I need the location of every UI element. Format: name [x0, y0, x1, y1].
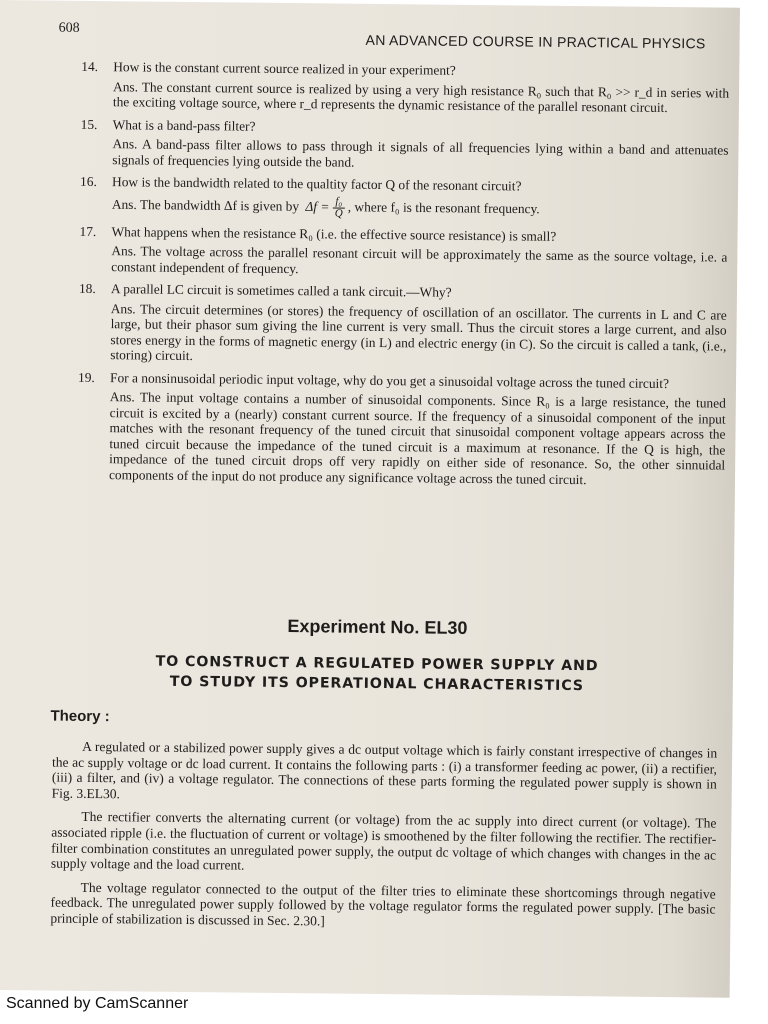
question-number: 18.	[78, 280, 96, 297]
question-text: What is a band-pass filter?	[112, 116, 256, 134]
question-text: How is the constant current source realized in your experiment?	[113, 59, 456, 78]
question-number: 14.	[81, 58, 99, 75]
question-text: For a nonsinusoidal periodic input voltage, why do you get a sinusoidal voltage across the tuned circuit?	[109, 369, 670, 391]
answer-text	[112, 194, 728, 223]
answer-text: Ans. A band-pass filter allows to pass through it signals of all frequencies lying within a band and attenuates signals of frequencies lying outside the band.	[112, 136, 729, 170]
scanner-watermark: Scanned by CamScanner	[6, 995, 189, 1012]
answer-text: Ans. The input voltage contains a number of sinusoidal components. Since R₀ is a large resistance, the tuned circuit is excited by a (nearly) constant current source. If the frequency of a sinusoidal component of the input matches with the resonant frequency of the tuned circuit that sinusoidal component voltage appears across the tuned circuit because the impedance of the tuned circuit is a maximum at resonance. If the Q is high, the impedance of the tuned circuit drops off very rapidly on either side of resonance. So, the other sinnuidal components of the input do not produce any significance voltage across the tuned circuit.	[108, 389, 726, 487]
formula-numerator: f₀	[333, 196, 345, 208]
theory-paragraph: The rectifier converts the alternating current (or voltage) from the ac supply into direct current (or voltage). The associated ripple (i.e. the fluctuation of current or voltage) is smoothened by the filter following the rectifier. The rectifier-filter combination constitutes an unregulated power supply, the output dc voltage of which changes with changes in the ac supply voltage and the load current.	[50, 809, 717, 873]
answer-lead: Ans. The bandwidth Δf is given by	[111, 196, 300, 214]
question-number: 15.	[80, 116, 98, 132]
question-text: What happens when the resistance R₀ (i.e. the effective source resistance) is small?	[111, 223, 557, 244]
answer-text: Ans. The voltage across the parallel resonant circuit will be approximately the same as the source voltage, i.e. a constant independent of frequency.	[111, 243, 728, 276]
formula-lhs: Δf =	[305, 198, 330, 214]
qa-item-14	[81, 59, 729, 116]
qa-item-15	[80, 116, 728, 173]
formula-denominator: Q	[334, 207, 343, 220]
answer-text: Ans. The constant current source is realized by using a very high resistance R₀ such that R₀ >> r_d in series with the exciting voltage source, where r_d represents the dynamic resistance of the parallel resonant circuit.	[112, 78, 730, 115]
theory-heading: Theory :	[50, 707, 110, 726]
running-head: AN ADVANCED COURSE IN PRACTICAL PHYSICS	[365, 31, 706, 52]
qa-item-16	[80, 174, 728, 223]
theory-paragraph: The voltage regulator connected to the output of the filter tries to eliminate these shortcomings through negative feedback. The unregulated power supply followed by the voltage regulator forms the regulated power supply. [The basic principle of stabilization is discussed in Sec. 2.30.]	[50, 879, 716, 929]
answer-tail: , where f₀ is the resonant frequency.	[347, 198, 540, 216]
qa-item-19	[77, 369, 726, 488]
bandwidth-formula	[305, 196, 345, 219]
question-number: 16.	[80, 173, 97, 190]
page-number: 608	[58, 20, 80, 36]
subtitle-line-1: TO CONSTRUCT A REGULATED POWER SUPPLY AND	[155, 653, 599, 675]
theory-body	[50, 739, 717, 941]
qa-item-17	[79, 223, 727, 280]
question-number: 19.	[77, 369, 95, 385]
theory-paragraph: A regulated or a stabilized power supply gives a dc output voltage which is fairly constant irrespective of changes in the ac supply voltage or dc load current. It contains the following parts : (i) a transformer feeding ac power, (ii) a rectifier, (iii) a filter, and (iv) a voltage regulator. The connections of these parts forming the regulated power supply is shown in Fig. 3.EL30.	[51, 738, 718, 802]
question-number: 17.	[79, 223, 97, 239]
formula-fraction	[333, 196, 345, 219]
experiment-subtitle	[0, 650, 761, 698]
subtitle-line-2: TO STUDY ITS OPERATIONAL CHARACTERISTICS	[169, 673, 585, 695]
question-text: A parallel LC circuit is sometimes called a tank circuit.—Why?	[110, 281, 452, 300]
qa-list	[77, 59, 729, 496]
experiment-title: Experiment No. EL30	[287, 616, 468, 638]
question-text: How is the bandwidth related to the qualtity factor Q of the resonant circuit?	[112, 174, 522, 194]
qa-item-18	[78, 281, 727, 369]
answer-text: Ans. The circuit determines (or stores) the frequency of oscillation of an oscillator. The currents in L and C are large, but their phasor sum giving the line current is very small. Thus the circuit stores a large current, and also stores energy in the forms of magnetic energy (in L) and electric energy (in C). So the circuit is called a tank, (i.e., storing) circuit.	[110, 300, 727, 364]
